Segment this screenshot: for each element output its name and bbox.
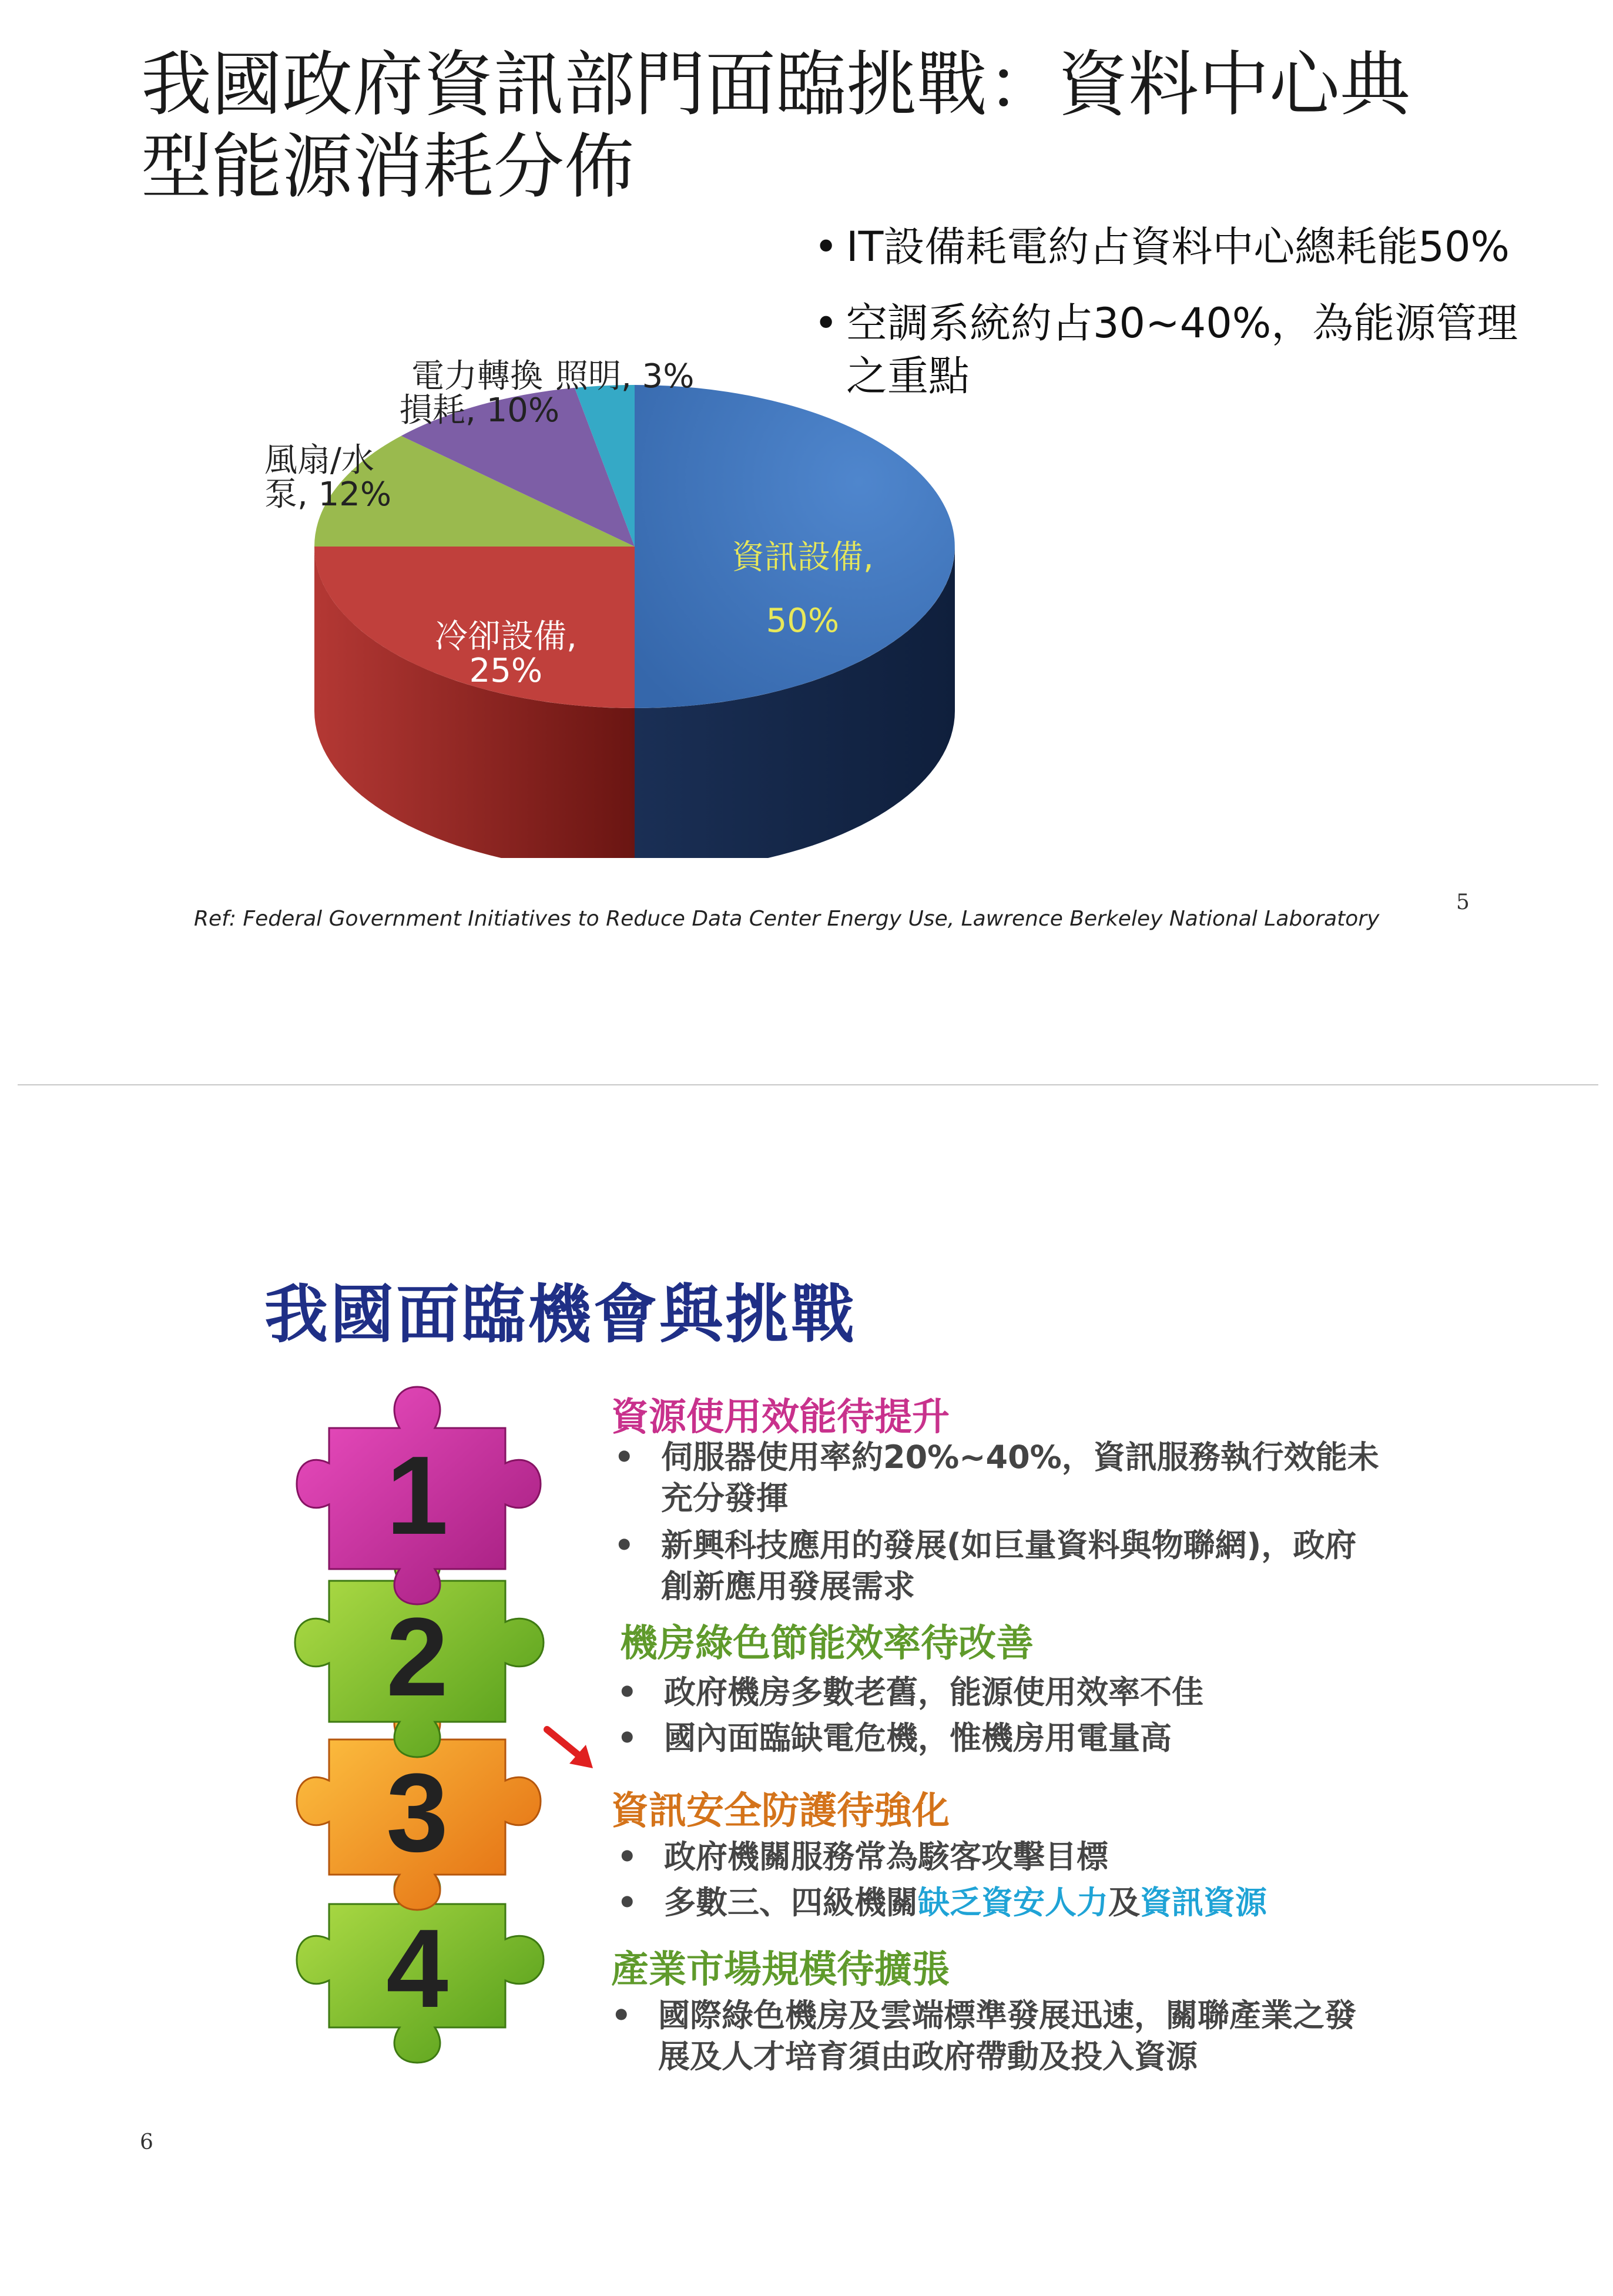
pie-label-cooling-value: 25% (469, 652, 543, 690)
section1-bullet-2-line2: 創新應用發展需求 (661, 1568, 915, 1605)
pie-label-it (732, 538, 874, 640)
page-divider (18, 1084, 1598, 1085)
section2-list (617, 1672, 1203, 1759)
puzzle-number-1: 1 (386, 1433, 448, 1558)
slide2-title: 我國面臨機會與挑戰 (264, 1278, 857, 1352)
section1-heading: 資源使用效能待提升 (611, 1396, 950, 1439)
pie-label-power (400, 357, 560, 430)
pie-label-fan-name: 風扇/水 (264, 441, 374, 480)
section1-bullet-1-line2: 充分發揮 (661, 1480, 788, 1517)
slide1-bullet-2: • 空調系統約占30~40%，為能源管理 (814, 297, 1518, 350)
section2-heading: 機房綠色節能效率待改善 (620, 1622, 1034, 1665)
page-number-6: 6 (140, 2130, 153, 2154)
section3-bullet-2-prefix: 多數三、四級機關 (664, 1884, 918, 1921)
slide1-title-line2: 型能源消耗分佈 (141, 126, 635, 208)
puzzle-number-4: 4 (386, 1906, 448, 2031)
pie-label-power-name: 電力轉換 (411, 357, 543, 395)
pie-label-fan-value: 泵, 12% (264, 475, 392, 514)
pie-label-lighting: 照明, 3% (555, 357, 695, 395)
pie-label-cooling-name: 冷卻設備, (435, 618, 577, 656)
slide1-bullet-2-cont: 之重點 (846, 352, 970, 400)
puzzle-stack-graphic (294, 1375, 564, 2098)
section2-bullet-2: • 國內面臨缺電危機，惟機房用電量高 (617, 1718, 1203, 1759)
pie-label-it-name: 資訊設備, (732, 538, 874, 576)
section3-bullet-1: • 政府機關服務常為駭客攻擊目標 (617, 1836, 1267, 1878)
section4-bullet-1-line1: • 國際綠色機房及雲端標準發展迅速，關聯產業之發 (658, 1997, 1356, 2034)
red-arrow-icon (544, 1725, 596, 1772)
section2-bullet-1: • 政府機房多數老舊，能源使用效率不佳 (617, 1672, 1203, 1713)
section4-bullet-1-line2: 展及人才培育須由政府帶動及投入資源 (658, 2038, 1198, 2075)
section4-list (611, 1995, 1356, 2077)
pie-label-cooling (435, 620, 577, 688)
slide1-bullet-1: • IT設備耗電約占資料中心總耗能50% (814, 220, 1518, 273)
section3-heading: 資訊安全防護待強化 (611, 1789, 950, 1833)
section3-bullet-2-mid: 及 (1108, 1884, 1140, 1921)
slide1-title-line1: 我國政府資訊部門面臨挑戰：資料中心典 (141, 44, 1410, 126)
section1-bullet-1 (614, 1437, 1379, 1519)
section1-bullet-1-line1: • 伺服器使用率約20%~40%，資訊服務執行效能未 (661, 1439, 1379, 1476)
slide1-title (141, 44, 1410, 209)
pie-label-it-value: 50% (766, 602, 840, 640)
section3-highlight-resources: 資訊資源 (1140, 1884, 1267, 1921)
puzzle-number-2: 2 (386, 1595, 448, 1720)
section4-heading: 產業市場規模待擴張 (611, 1948, 950, 1992)
puzzle-number-3: 3 (386, 1751, 448, 1875)
section4-bullet-1 (611, 1995, 1356, 2077)
section3-bullet-2 (617, 1882, 1267, 1923)
section3-list (617, 1836, 1267, 1923)
reference-note: Ref: Federal Government Initiatives to Reduce Data Center Energy Use, Lawrence Berkeley National Laboratory (194, 907, 1380, 931)
pie-label-power-value: 損耗, 10% (400, 391, 560, 430)
pie-chart (223, 329, 1046, 858)
section1-bullet-2-line1: • 新興科技應用的發展(如巨量資料與物聯網)，政府 (661, 1527, 1357, 1564)
section3-highlight-staff: 缺乏資安人力 (918, 1884, 1108, 1921)
section1-list (614, 1437, 1379, 1607)
page-number-5: 5 (1456, 890, 1470, 914)
pie-label-fan (264, 441, 392, 514)
section1-bullet-2 (614, 1525, 1379, 1607)
